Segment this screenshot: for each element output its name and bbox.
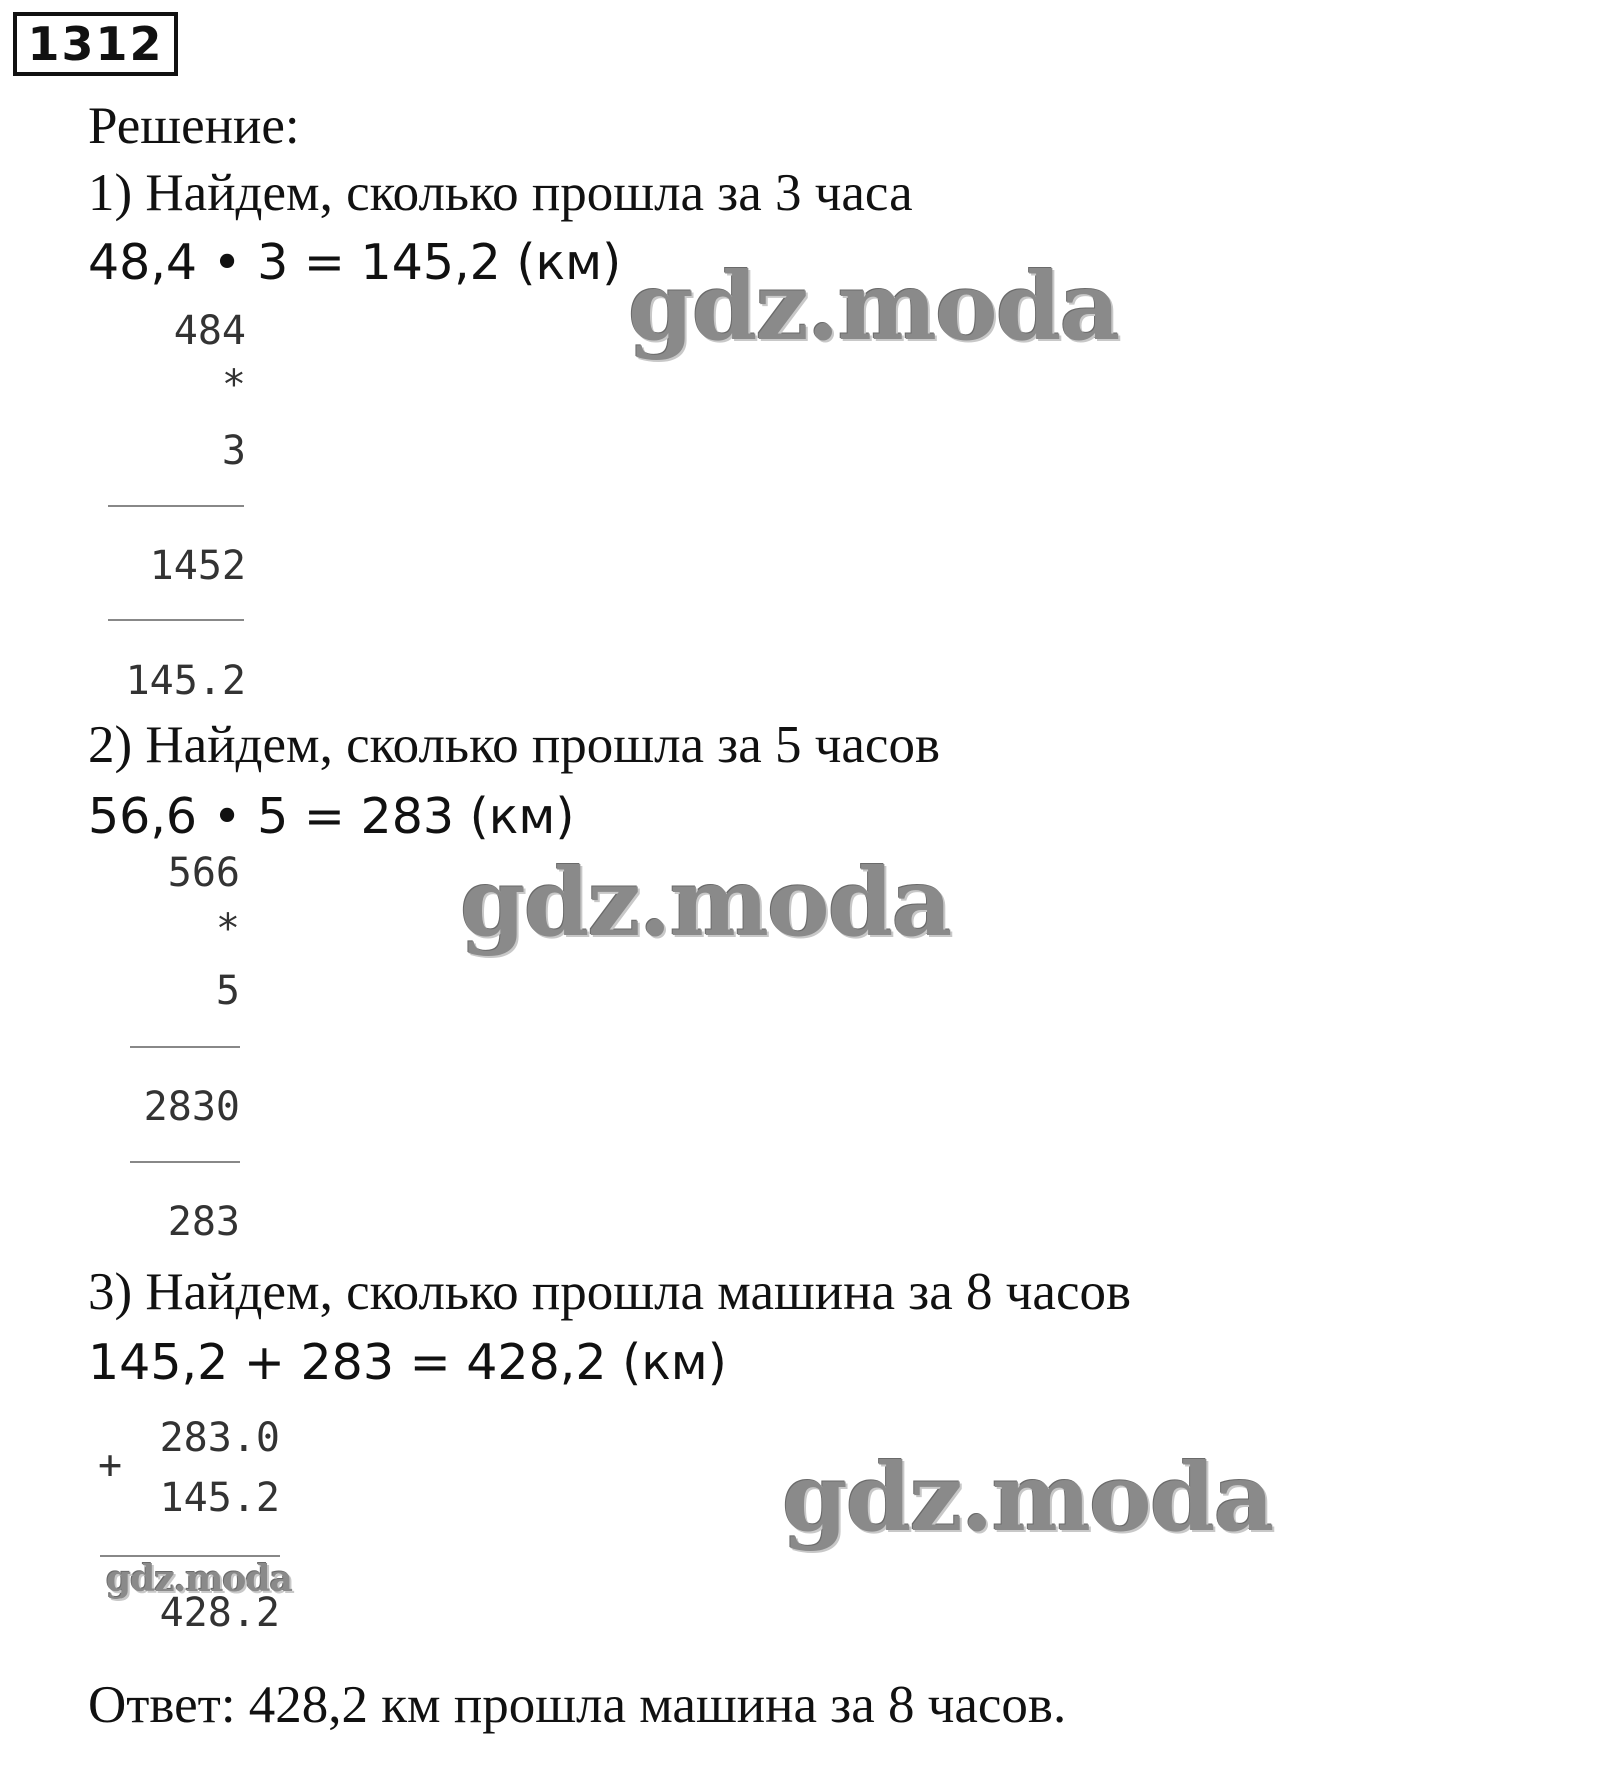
step2-rule-2 bbox=[130, 1161, 240, 1163]
step1-result: 145.2 bbox=[125, 658, 246, 704]
step2-text: 2) Найдем, сколько прошла за 5 часов bbox=[88, 716, 940, 774]
watermark-1: gdz.moda bbox=[628, 252, 1119, 362]
step1-rule-2 bbox=[108, 619, 244, 621]
step2-equation: 56,6 • 5 = 283 (км) bbox=[88, 788, 575, 845]
step2-multiplicand: 566 bbox=[167, 850, 240, 896]
step3-addend2: 145.2 bbox=[159, 1475, 280, 1521]
watermark-4: gdz.moda bbox=[106, 1558, 292, 1600]
step2-rule-1 bbox=[130, 1046, 240, 1048]
step2-result: 283 bbox=[167, 1199, 240, 1245]
problem-number: 1312 bbox=[13, 12, 178, 76]
step3-equation: 145,2 + 283 = 428,2 (км) bbox=[88, 1334, 727, 1391]
step3-addend1: 283.0 bbox=[159, 1415, 280, 1461]
step3-sum: 428.2 bbox=[159, 1590, 280, 1636]
watermark-3: gdz.moda bbox=[782, 1443, 1273, 1553]
step1-multiplicand: 484 bbox=[173, 308, 246, 354]
solution-heading: Решение: bbox=[88, 97, 300, 155]
step2-multiplier: 5 bbox=[215, 968, 240, 1014]
watermark-2: gdz.moda bbox=[460, 848, 951, 958]
step1-rule-1 bbox=[108, 505, 244, 507]
step1-equation: 48,4 • 3 = 145,2 (км) bbox=[88, 234, 622, 291]
step3-text: 3) Найдем, сколько прошла машина за 8 часов bbox=[88, 1263, 1131, 1321]
step1-text: 1) Найдем, сколько прошла за 3 часа bbox=[88, 164, 913, 222]
answer: Ответ: 428,2 км прошла машина за 8 часов. bbox=[88, 1676, 1067, 1734]
step2-operator: * bbox=[215, 906, 240, 952]
step1-product: 1452 bbox=[149, 543, 246, 589]
step1-operator: * bbox=[221, 362, 246, 408]
step2-product: 2830 bbox=[143, 1084, 240, 1130]
step3-operator: + bbox=[98, 1442, 123, 1488]
step1-multiplier: 3 bbox=[221, 428, 246, 474]
step3-rule bbox=[100, 1555, 280, 1557]
